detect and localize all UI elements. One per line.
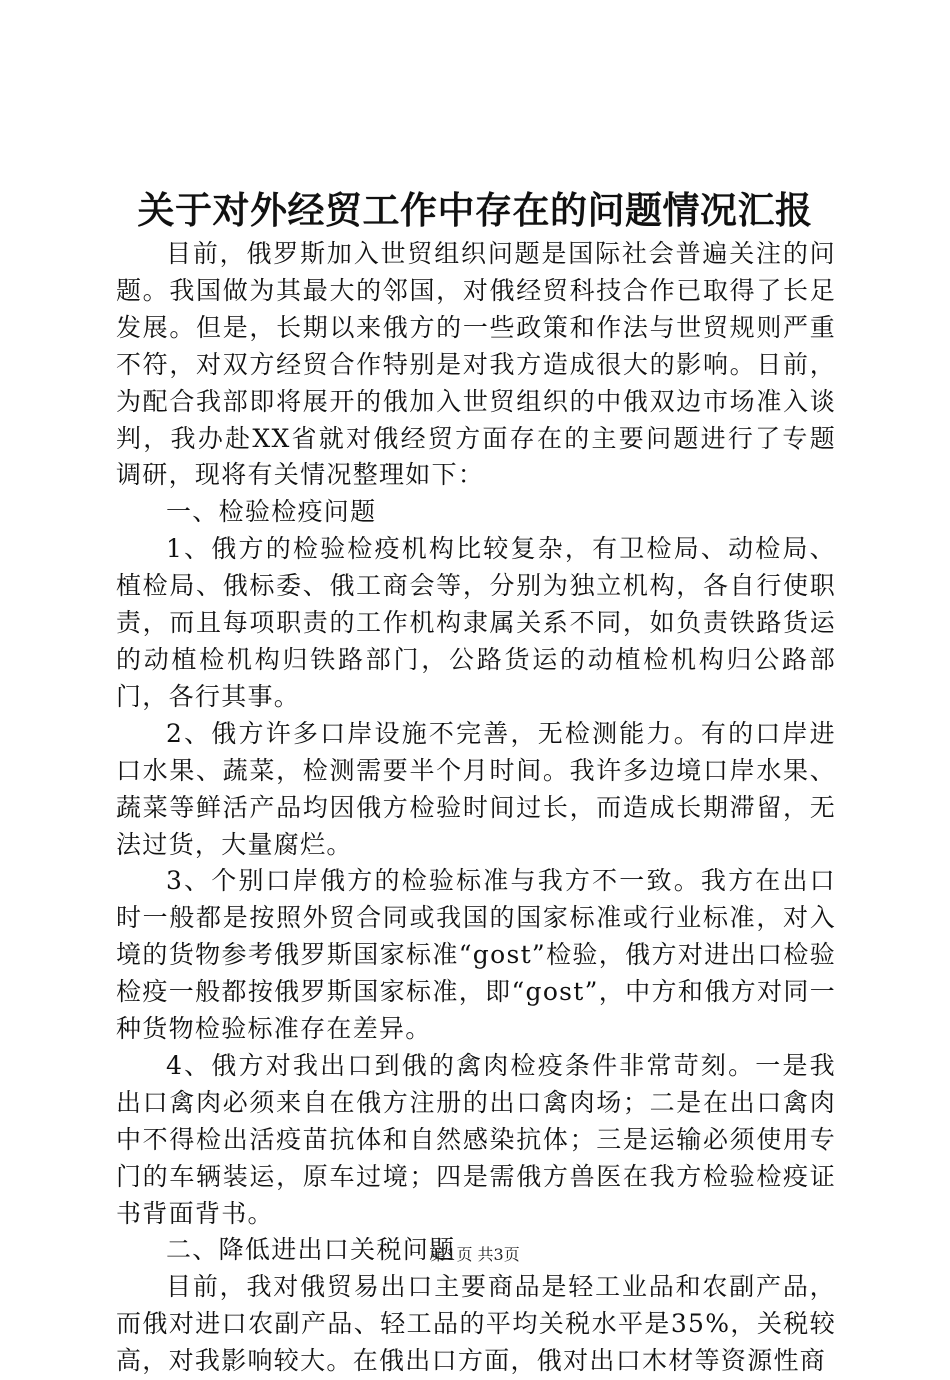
page-number-footer: 第1页 共3页	[430, 1245, 520, 1264]
paragraph-tariff: 目前，我对俄贸易出口主要商品是轻工业品和农副产品，而俄对进口农副产品、轻工品的平均关税水平是35%，关税较高，对我影响较大。在俄出口方面，俄对出口木材等资源性商	[116, 1272, 836, 1376]
paragraph-item-2: 2、俄方许多口岸设施不完善，无检测能力。有的口岸进口水果、蔬菜，检测需要半个月时间。我许多边境口岸水果、蔬菜等鲜活产品均因俄方检验时间过长，而造成长期滞留，无法过货，大量腐烂。	[116, 718, 836, 859]
document-title: 关于对外经贸工作中存在的问题情况汇报	[137, 188, 813, 232]
section-heading-tariff: 二、降低进出口关税问题	[166, 1235, 456, 1265]
paragraph-item-3: 3、个别口岸俄方的检验标准与我方不一致。我方在出口时一般都是按照外贸合同或我国的国家标准或行业标准，对入境的货物参考俄罗斯国家标准“gost”检验，俄方对进出口检验检疫一般都按俄罗斯国家标准，即“gost”，中方和俄方对同一种货物检验标准存在差异。	[116, 866, 836, 1044]
paragraph-item-1: 1、俄方的检验检疫机构比较复杂，有卫检局、动检局、植检局、俄标委、俄工商会等，分别为独立机构，各自行使职责，而且每项职责的工作机构隶属关系不同，如负责铁路货运的动植检机构归铁路部门，公路货运的动植检机构归公路部门，各行其事。	[116, 534, 836, 711]
paragraph-intro: 目前，俄罗斯加入世贸组织问题是国际社会普遍关注的问题。我国做为其最大的邻国，对俄经贸科技合作已取得了长足发展。但是，长期以来俄方的一些政策和作法与世贸规则严重不符，对双方经贸合作特别是对我方造成很大的影响。日前，为配合我部即将展开的俄加入世贸组织的中俄双边市场准入谈判，我办赴XX省就对俄经贸方面存在的主要问题进行了专题调研，现将有关情况整理如下：	[116, 239, 836, 490]
section-heading-inspection: 一、检验检疫问题	[166, 497, 377, 527]
paragraph-item-4: 4、俄方对我出口到俄的禽肉检疫条件非常苛刻。一是我出口禽肉必须来自在俄方注册的出口禽肉场；二是在出口禽肉中不得检出活疫苗抗体和自然感染抗体；三是运输必须使用专门的车辆装运，原车过境；四是需俄方兽医在我方检验检疫证书背面背书。	[116, 1050, 836, 1228]
document-body	[116, 236, 836, 1380]
